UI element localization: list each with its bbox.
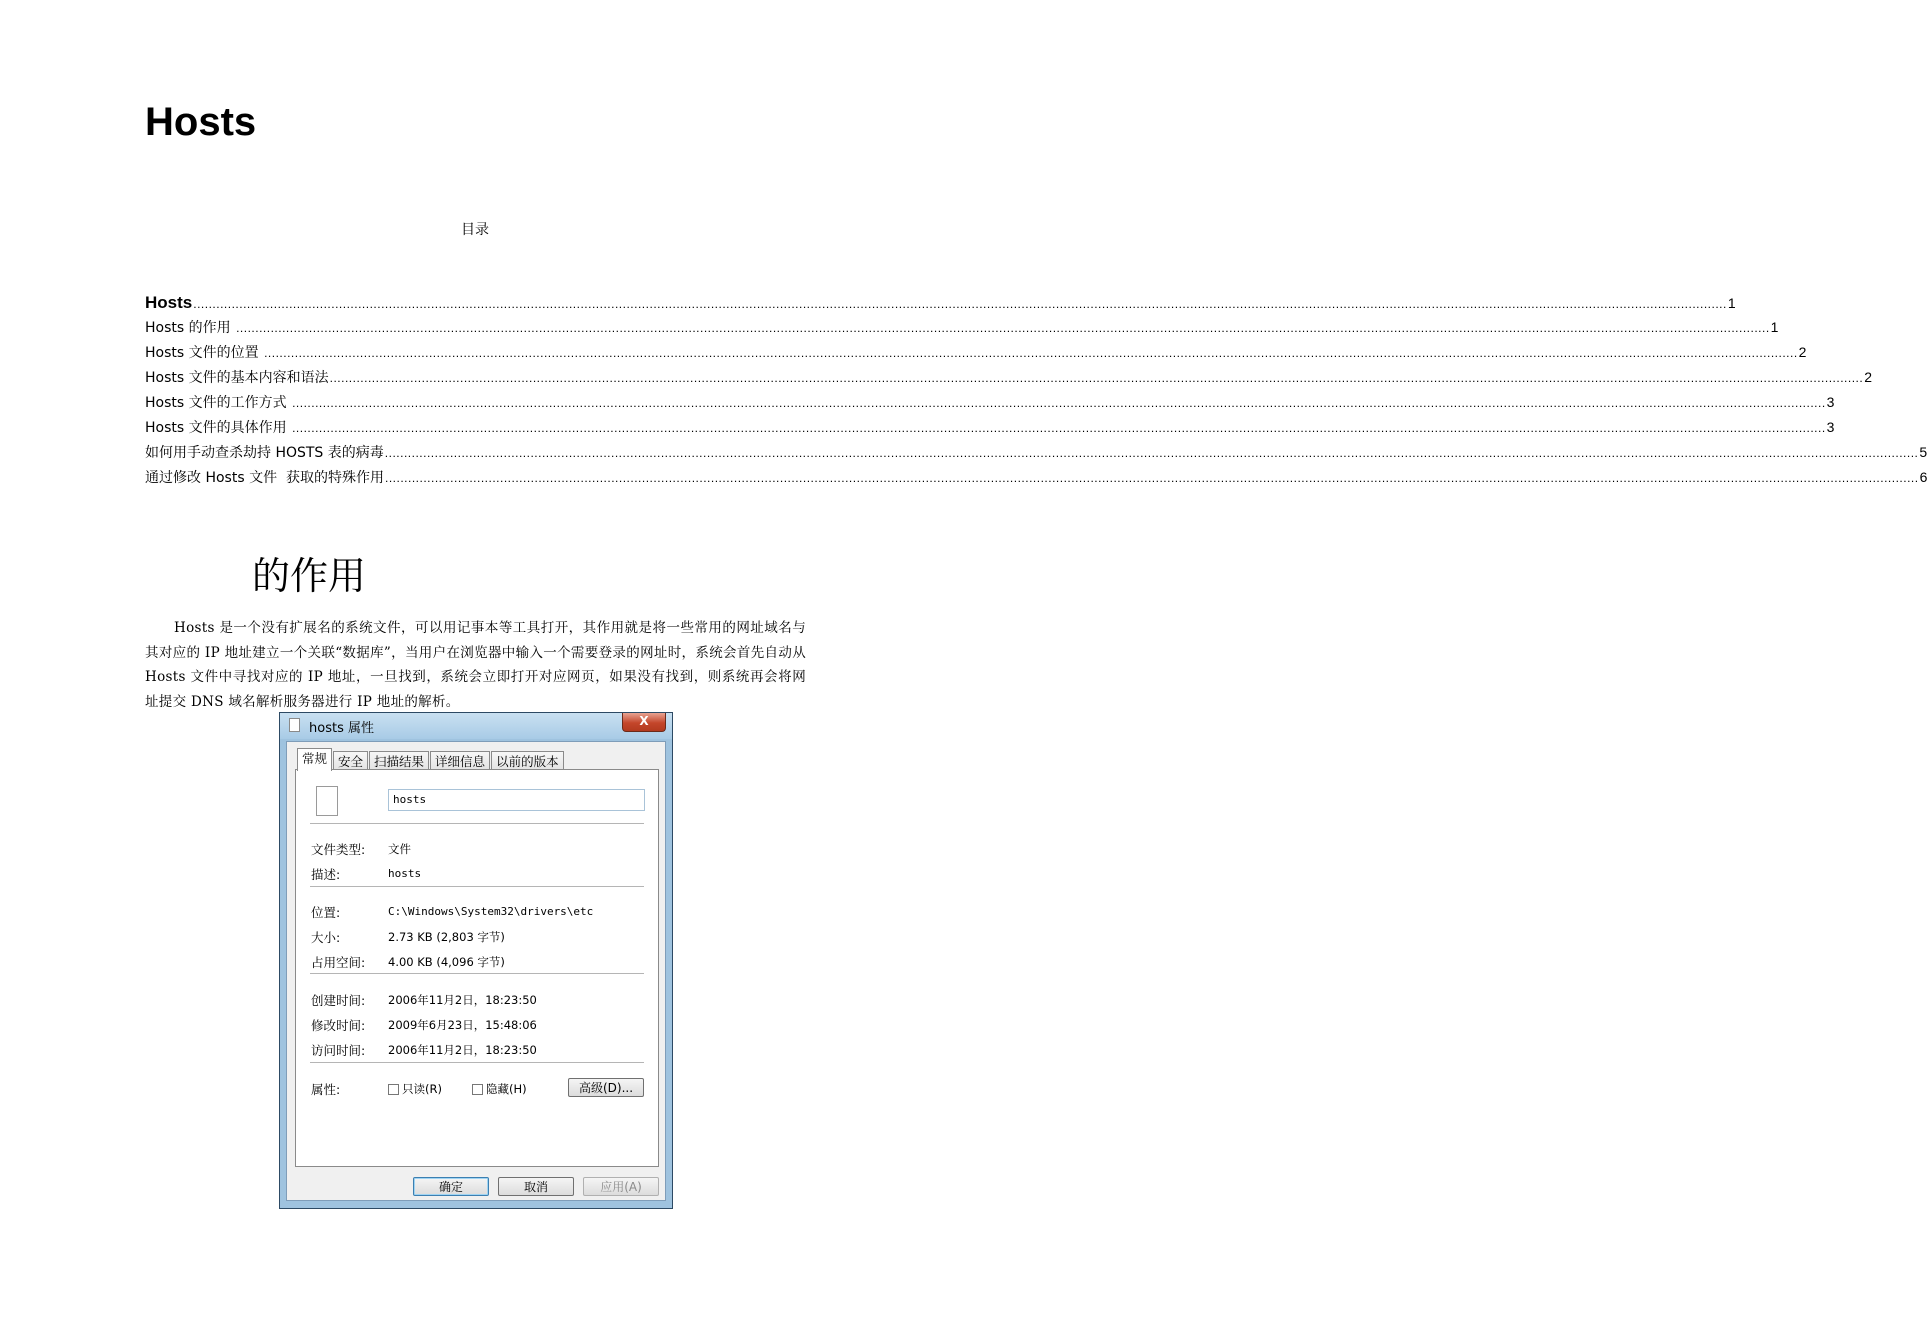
separator	[310, 886, 644, 887]
toc-entry-page: 6	[1919, 469, 1927, 485]
modified-value: 2009年6月23日，15:48:06	[388, 1018, 537, 1032]
separator	[310, 823, 644, 824]
size-value: 2.73 KB (2,803 字节)	[388, 930, 505, 944]
toc-entry-label: 通过修改 Hosts 文件 获取的特殊作用	[145, 470, 384, 486]
description-value: hosts	[388, 867, 422, 880]
tab-strip	[297, 748, 565, 770]
table-of-contents	[145, 290, 1927, 490]
toc-entry-label: Hosts 文件的位置	[145, 345, 264, 361]
toc-entry-label: Hosts 文件的具体作用	[145, 420, 292, 436]
toc-entry[interactable]	[145, 440, 1927, 465]
toc-leader-dots: ................................................................................................................................................................................................................................................................................................................................................................................................................	[193, 297, 1727, 311]
toc-entry-page: 1	[1770, 319, 1779, 335]
file-type-value: 文件	[388, 842, 411, 856]
toc-leader-dots: ................................................................................................................................................................................................................................................................................................................................................................................................................	[384, 471, 1919, 485]
readonly-label: 只读(R)	[402, 1082, 442, 1096]
toc-entry[interactable]	[145, 465, 1927, 490]
size-label: 大小:	[311, 930, 341, 945]
hidden-label: 隐藏(H)	[486, 1082, 527, 1096]
tab-details[interactable]: 详细信息	[430, 751, 490, 771]
file-type-label: 文件类型:	[311, 842, 366, 857]
accessed-label: 访问时间:	[311, 1043, 366, 1058]
apply-button[interactable]: 应用(A)	[583, 1177, 659, 1196]
toc-entry[interactable]	[145, 315, 1779, 340]
size-on-disk-label: 占用空间:	[311, 955, 366, 970]
toc-entry-page: 3	[1826, 394, 1835, 410]
dialog-title: hosts 属性	[309, 721, 374, 736]
toc-entry-page: 2	[1798, 344, 1807, 360]
dialog-client	[286, 741, 666, 1201]
separator	[310, 1062, 644, 1063]
toc-leader-dots: ................................................................................................................................................................................................................................................................................................................................................................................................................	[292, 421, 1826, 435]
tab-general[interactable]: 常规	[297, 748, 332, 771]
toc-leader-dots: ................................................................................................................................................................................................................................................................................................................................................................................................................	[329, 371, 1864, 385]
checkbox-box[interactable]	[388, 1084, 399, 1095]
file-icon	[316, 786, 338, 816]
toc-entry[interactable]	[145, 290, 1736, 315]
accessed-value: 2006年11月2日，18:23:50	[388, 1043, 537, 1057]
checkbox-box[interactable]	[472, 1084, 483, 1095]
toc-entry[interactable]	[145, 365, 1873, 390]
toc-entry-page: 1	[1727, 295, 1736, 311]
toc-leader-dots: ................................................................................................................................................................................................................................................................................................................................................................................................................	[292, 396, 1826, 410]
toc-entry[interactable]	[145, 340, 1807, 365]
hidden-checkbox[interactable]	[472, 1081, 527, 1097]
cancel-button[interactable]: 取消	[498, 1177, 574, 1196]
toc-entry-page: 3	[1826, 419, 1835, 435]
tab-previous-versions[interactable]: 以前的版本	[491, 751, 564, 771]
toc-entry-page: 5	[1919, 444, 1927, 460]
created-value: 2006年11月2日，18:23:50	[388, 993, 537, 1007]
toc-leader-dots: ................................................................................................................................................................................................................................................................................................................................................................................................................	[384, 446, 1919, 460]
file-icon	[289, 718, 300, 732]
advanced-button[interactable]: 高级(D)...	[568, 1078, 644, 1097]
toc-entry[interactable]	[145, 390, 1835, 415]
toc-heading: 目录	[461, 222, 489, 238]
toc-entry[interactable]	[145, 415, 1835, 440]
dialog-titlebar	[280, 713, 672, 739]
attributes-label: 属性:	[311, 1082, 341, 1097]
document-title: Hosts	[145, 100, 257, 144]
general-panel	[295, 769, 659, 1167]
toc-leader-dots: ................................................................................................................................................................................................................................................................................................................................................................................................................	[264, 346, 1798, 360]
toc-entry-label: 如何用手动查杀劫持 HOSTS 表的病毒	[145, 445, 384, 461]
toc-entry-label: Hosts 文件的工作方式	[145, 395, 292, 411]
size-on-disk-value: 4.00 KB (4,096 字节)	[388, 955, 505, 969]
created-label: 创建时间:	[311, 993, 366, 1008]
section-heading: 的作用	[252, 554, 367, 598]
ok-button[interactable]: 确定	[413, 1177, 489, 1196]
modified-label: 修改时间:	[311, 1018, 366, 1033]
toc-entry-label: Hosts 的作用	[145, 320, 236, 336]
file-name-field[interactable]: hosts	[388, 789, 645, 811]
location-label: 位置:	[311, 905, 341, 920]
toc-entry-page: 2	[1864, 369, 1873, 385]
properties-dialog-screenshot	[279, 712, 673, 1209]
toc-entry-label: Hosts	[145, 293, 193, 312]
tab-security[interactable]: 安全	[333, 751, 368, 771]
separator	[310, 973, 644, 974]
readonly-checkbox[interactable]	[388, 1081, 442, 1097]
location-value: C:\Windows\System32\drivers\etc	[388, 905, 594, 918]
description-label: 描述:	[311, 867, 341, 882]
body-paragraph: Hosts 是一个没有扩展名的系统文件，可以用记事本等工具打开，其作用就是将一些常用的网址域名与其对应的 IP 地址建立一个关联“数据库”，当用户在浏览器中输入一个需要登录的网址时，系统会首先自动从 Hosts 文件中寻找对应的 IP 地址，一旦找到，系统会立即打开对应网页，如果没有找到，则系统再会将网址提交 DNS 域名解析服务器进行 IP 地址的解析。	[145, 620, 806, 710]
toc-entry-label: Hosts 文件的基本内容和语法	[145, 370, 329, 386]
tab-scan-results[interactable]: 扫描结果	[369, 751, 429, 771]
toc-leader-dots: ................................................................................................................................................................................................................................................................................................................................................................................................................	[236, 321, 1770, 335]
close-button[interactable]: X	[622, 713, 666, 732]
